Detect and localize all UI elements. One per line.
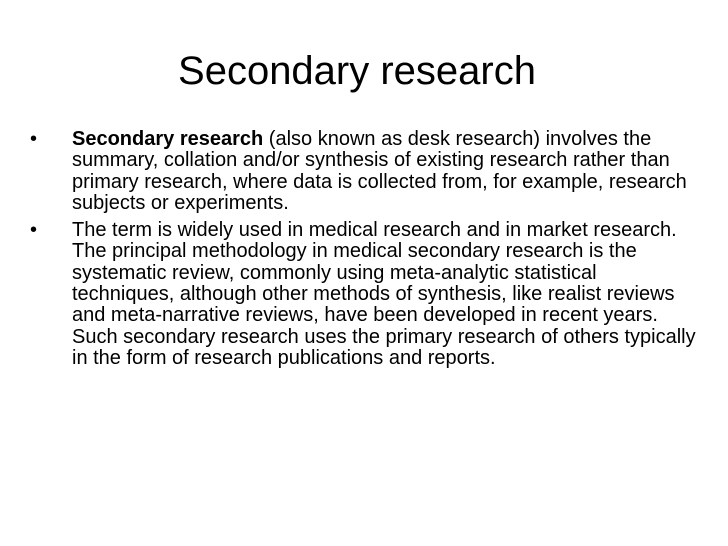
bullet-icon: • <box>30 128 38 150</box>
bullet-term: Secondary research <box>72 128 264 150</box>
bullet-item-1 <box>28 129 700 214</box>
bullet-text: The term is widely used in medical research and in market research. The principal methodology in medical secondary research is the systematic review, commonly using meta-analytic statistical techniques, although other methods of synthesis, like realist reviews and meta-narrative reviews, have been developed in recent years. Such secondary research uses the primary research of others typically in the form of research publications and reports. <box>72 219 696 369</box>
bullet-list <box>28 129 700 375</box>
slide-title: Secondary research <box>178 49 536 93</box>
bullet-icon: • <box>30 219 38 242</box>
bullet-text: (also known as desk research) involves the summary, collation and/or synthesis of existing research rather than primary research, where data is collected from, for example, research subjects or experiments. <box>72 128 687 214</box>
bullet-item-2 <box>28 220 700 369</box>
